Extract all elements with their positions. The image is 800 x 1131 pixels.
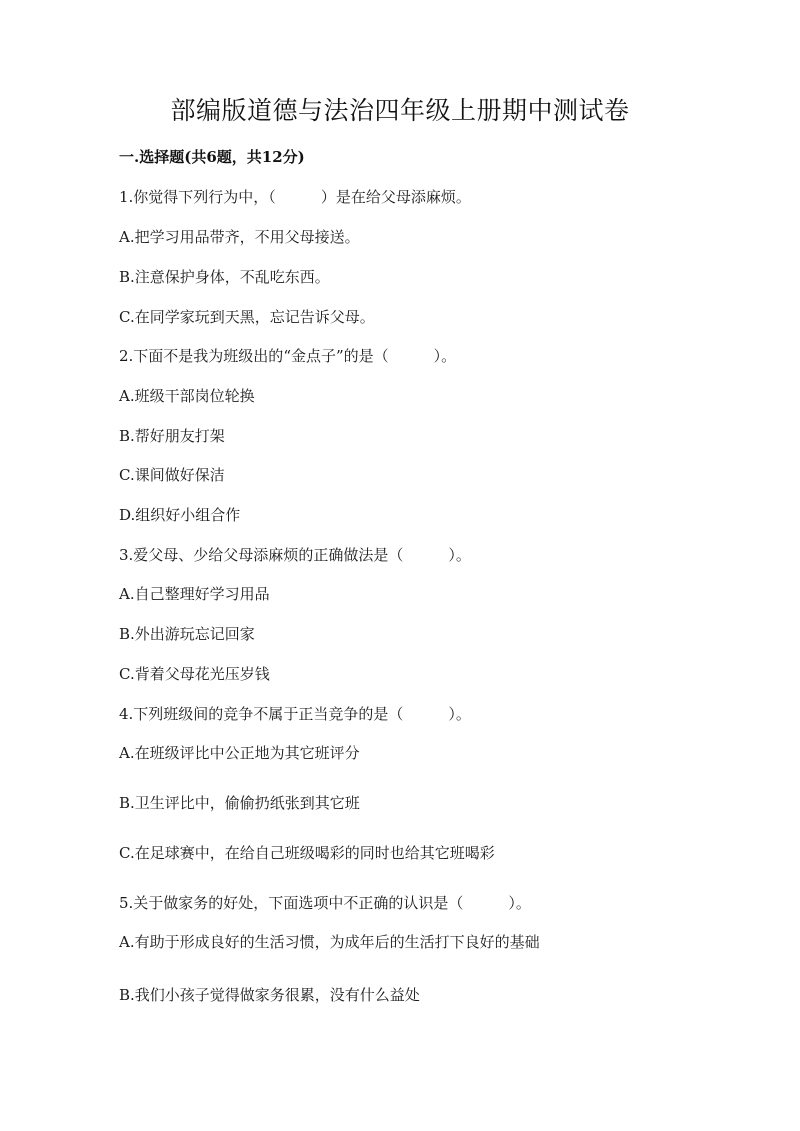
question-1-option-b: B.注意保护身体，不乱吃东西。 xyxy=(119,268,330,286)
question-2-option-d: D.组织好小组合作 xyxy=(119,506,241,524)
question-4-stem: 4.下列班级间的竞争不属于正当竞争的是（ ）。 xyxy=(119,705,471,723)
question-5-stem: 5.关于做家务的好处，下面选项中不正确的认识是（ ）。 xyxy=(119,894,531,912)
question-5-option-b: B.我们小孩子觉得做家务很累，没有什么益处 xyxy=(119,986,420,1004)
question-4-option-b: B.卫生评比中，偷偷扔纸张到其它班 xyxy=(119,794,360,812)
question-2-option-c: C.课间做好保洁 xyxy=(119,466,225,484)
section-heading: 一.选择题(共6题，共12分) xyxy=(119,148,305,166)
question-3-option-a: A.自己整理好学习用品 xyxy=(119,585,270,603)
question-2-option-b: B.帮好朋友打架 xyxy=(119,427,225,445)
question-3-stem: 3.爱父母、少给父母添麻烦的正确做法是（ ）。 xyxy=(119,546,471,564)
question-3-option-c: C.背着父母花光压岁钱 xyxy=(119,665,270,683)
question-4-option-a: A.在班级评比中公正地为其它班评分 xyxy=(119,744,360,762)
question-1-stem: 1.你觉得下列行为中，（ ）是在给父母添麻烦。 xyxy=(119,188,471,206)
page-title: 部编版道德与法治四年级上册期中测试卷 xyxy=(170,96,630,125)
question-2-option-a: A.班级干部岗位轮换 xyxy=(119,387,255,405)
question-4-option-c: C.在足球赛中，在给自己班级喝彩的同时也给其它班喝彩 xyxy=(119,844,495,862)
question-5-option-a: A.有助于形成良好的生活习惯，为成年后的生活打下良好的基础 xyxy=(119,933,540,951)
question-1-option-a: A.把学习用品带齐，不用父母接送。 xyxy=(119,228,360,246)
question-3-option-b: B.外出游玩忘记回家 xyxy=(119,625,255,643)
question-1-option-c: C.在同学家玩到天黑，忘记告诉父母。 xyxy=(119,308,375,326)
question-2-stem: 2.下面不是我为班级出的“金点子”的是（ ）。 xyxy=(119,347,457,365)
